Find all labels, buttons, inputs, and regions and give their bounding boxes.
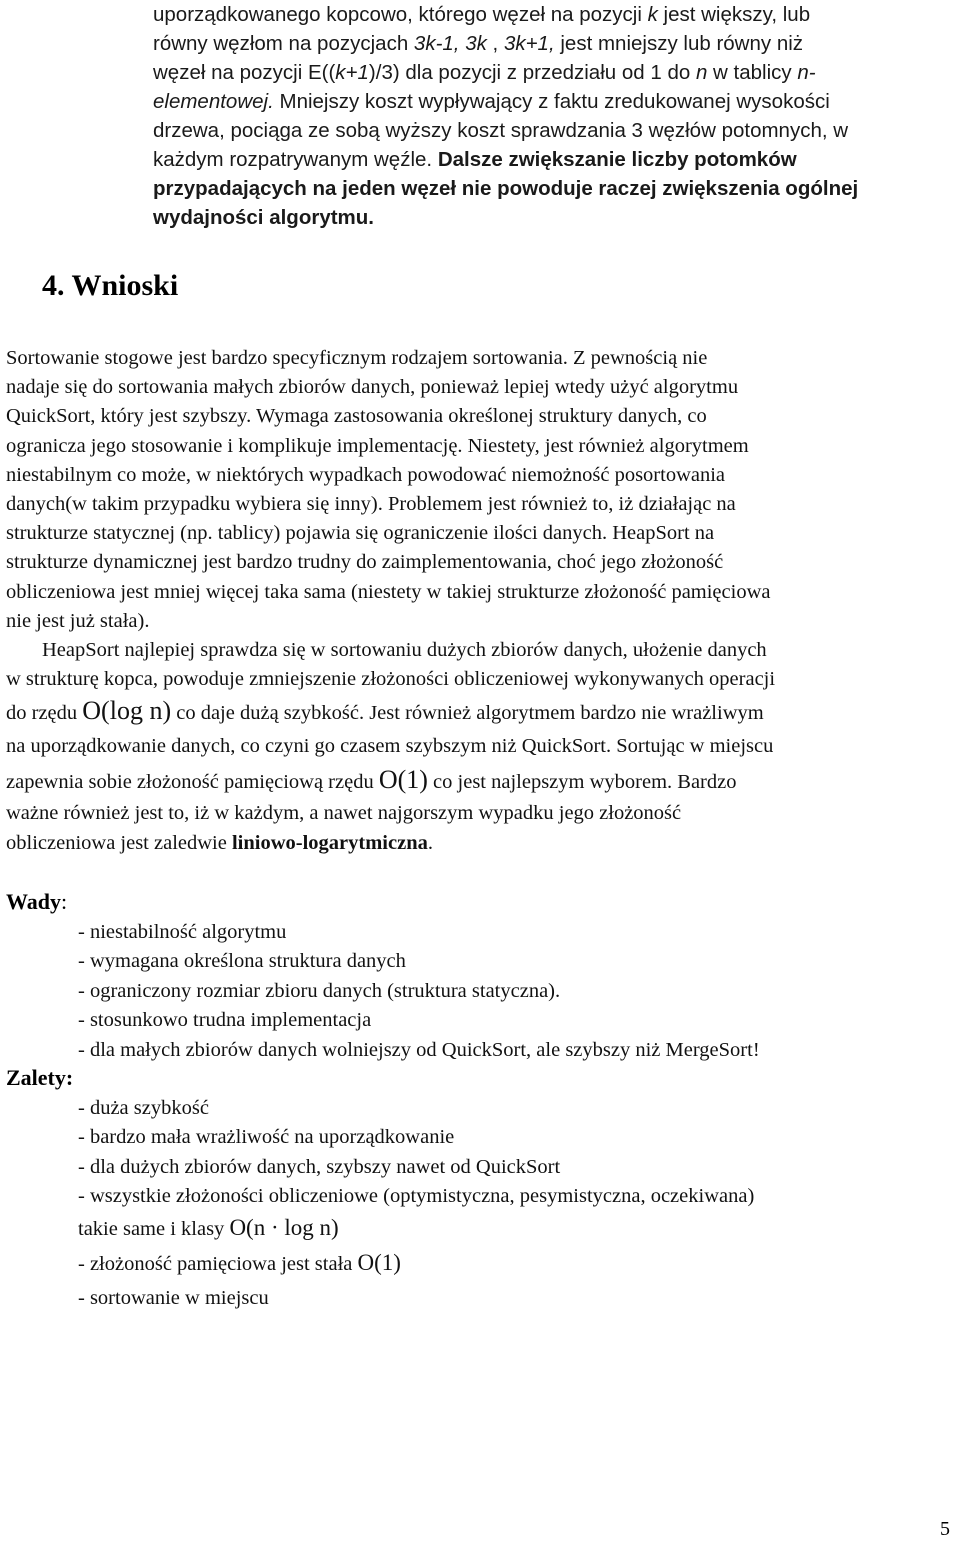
list-item-continuation: takie same i klasy O(n · log n) xyxy=(78,1214,339,1240)
text-line: ważne również jest to, iż w każdym, a nawet najgorszym wypadku jego złożoność xyxy=(6,802,682,825)
section-heading-conclusions: 4. Wnioski xyxy=(42,269,179,302)
text-line: nadaje się do sortowania małych zbiorów danych, ponieważ lepiej wtedy użyć algorytmu xyxy=(6,376,739,399)
text-line: równy węzłom na pozycjach 3k-1, 3k , 3k+1, jest mniejszy lub równy niż xyxy=(153,32,804,55)
formula-o-1: O(1) xyxy=(357,1249,401,1275)
formula-o-log-n: O(log n) xyxy=(82,696,172,726)
text-line: Sortowanie stogowe jest bardzo specyficznym rodzajem sortowania. Z pewnością nie xyxy=(6,347,708,369)
formula-o-n-log-n: O(n · log n) xyxy=(229,1214,339,1240)
text-line: wydajności algorytmu. xyxy=(153,206,374,229)
text-line: drzewa, pociąga ze sobą wyższy koszt sprawdzania 3 węzłów potomnych, w xyxy=(153,119,849,142)
list-item: - sortowanie w miejscu xyxy=(78,1286,269,1309)
list-item: - bardzo mała wrażliwość na uporządkowanie xyxy=(78,1126,455,1149)
list-item: - wszystkie złożoności obliczeniowe (optymistyczna, pesymistyczna, oczekiwana) xyxy=(78,1185,755,1208)
text-line: w strukturę kopca, powoduje zmniejszenie złożoności obliczeniowej wykonywanych operacji xyxy=(6,668,776,691)
advantages-heading: Zalety: xyxy=(6,1065,74,1090)
heap-paragraph-continuation xyxy=(153,0,943,232)
text-line: strukturze statycznej (np. tablicy) pojawia się ograniczenie ilości danych. HeapSort na xyxy=(6,522,715,545)
text-line: uporządkowanego kopcowo, którego węzeł na pozycji k jest większy, lub xyxy=(153,3,811,26)
text-line: obliczeniowa jest mniej więcej taka sama (niestety w takiej strukturze złożoność pamięciowa xyxy=(6,580,771,603)
formula-o-1: O(1) xyxy=(378,765,428,795)
text-line: HeapSort najlepiej sprawdza się w sortowaniu dużych zbiorów danych, ułożenie danych xyxy=(42,639,767,662)
list-item: - dla dużych zbiorów danych, szybszy nawet od QuickSort xyxy=(78,1155,561,1178)
list-item: - stosunkowo trudna implementacja xyxy=(78,1009,372,1032)
text-line: elementowej. Mniejszy koszt wypływający z faktu zredukowanej wysokości xyxy=(153,90,830,113)
text-line: zapewnia sobie złożoność pamięciową rzędu O(1) co jest najlepszym wyborem. Bardzo xyxy=(6,765,737,795)
list-item: - duża szybkość xyxy=(78,1097,209,1119)
text-line: nie jest już stała). xyxy=(6,609,150,632)
drawbacks-heading: Wady: xyxy=(6,889,68,914)
text-line: strukturze dynamicznej jest bardzo trudny do zaimplementowania, choć jego złożoność xyxy=(6,551,724,574)
text-line: każdym rozpatrywanym węźle. Dalsze zwiększanie liczby potomków xyxy=(153,148,797,171)
text-line: na uporządkowanie danych, co czyni go czasem szybszym niż QuickSort. Sortując w miejscu xyxy=(6,735,774,758)
text-line: danych(w takim przypadku wybiera się inny). Problemem jest również to, iż działając na xyxy=(6,493,736,516)
list-item: - niestabilność algorytmu xyxy=(78,921,287,943)
list-item: - wymagana określona struktura danych xyxy=(78,950,406,973)
text-line: ogranicza jego stosowanie i komplikuje implementację. Niestety, jest również algorytmem xyxy=(6,434,749,457)
drawbacks-list xyxy=(78,918,948,1065)
text-line: przypadających na jeden węzeł nie powoduje raczej zwiększenia ogólnej xyxy=(153,177,859,200)
list-item: - ograniczony rozmiar zbioru danych (struktura statyczna). xyxy=(78,979,561,1002)
page-number: 5 xyxy=(940,1518,950,1540)
advantages-list xyxy=(78,1094,948,1314)
text-line: QuickSort, który jest szybszy. Wymaga zastosowania określonej struktury danych, co xyxy=(6,405,707,428)
conclusions-body xyxy=(6,344,956,858)
list-item: - dla małych zbiorów danych wolniejszy od QuickSort, ale szybszy niż MergeSort! xyxy=(78,1038,760,1061)
text-line: obliczeniowa jest zaledwie liniowo-logarytmiczna. xyxy=(6,831,433,854)
list-item: - złożoność pamięciowa jest stała O(1) xyxy=(78,1249,401,1275)
text-line: do rzędu O(log n) co daje dużą szybkość. Jest również algorytmem bardzo nie wrażliwym xyxy=(6,696,764,726)
text-line: węzeł na pozycji E((k+1)/3) dla pozycji z przedziału od 1 do n w tablicy n- xyxy=(153,61,816,84)
text-line: niestabilnym co może, w niektórych wypadkach powodować niemożność posortowania xyxy=(6,463,726,486)
